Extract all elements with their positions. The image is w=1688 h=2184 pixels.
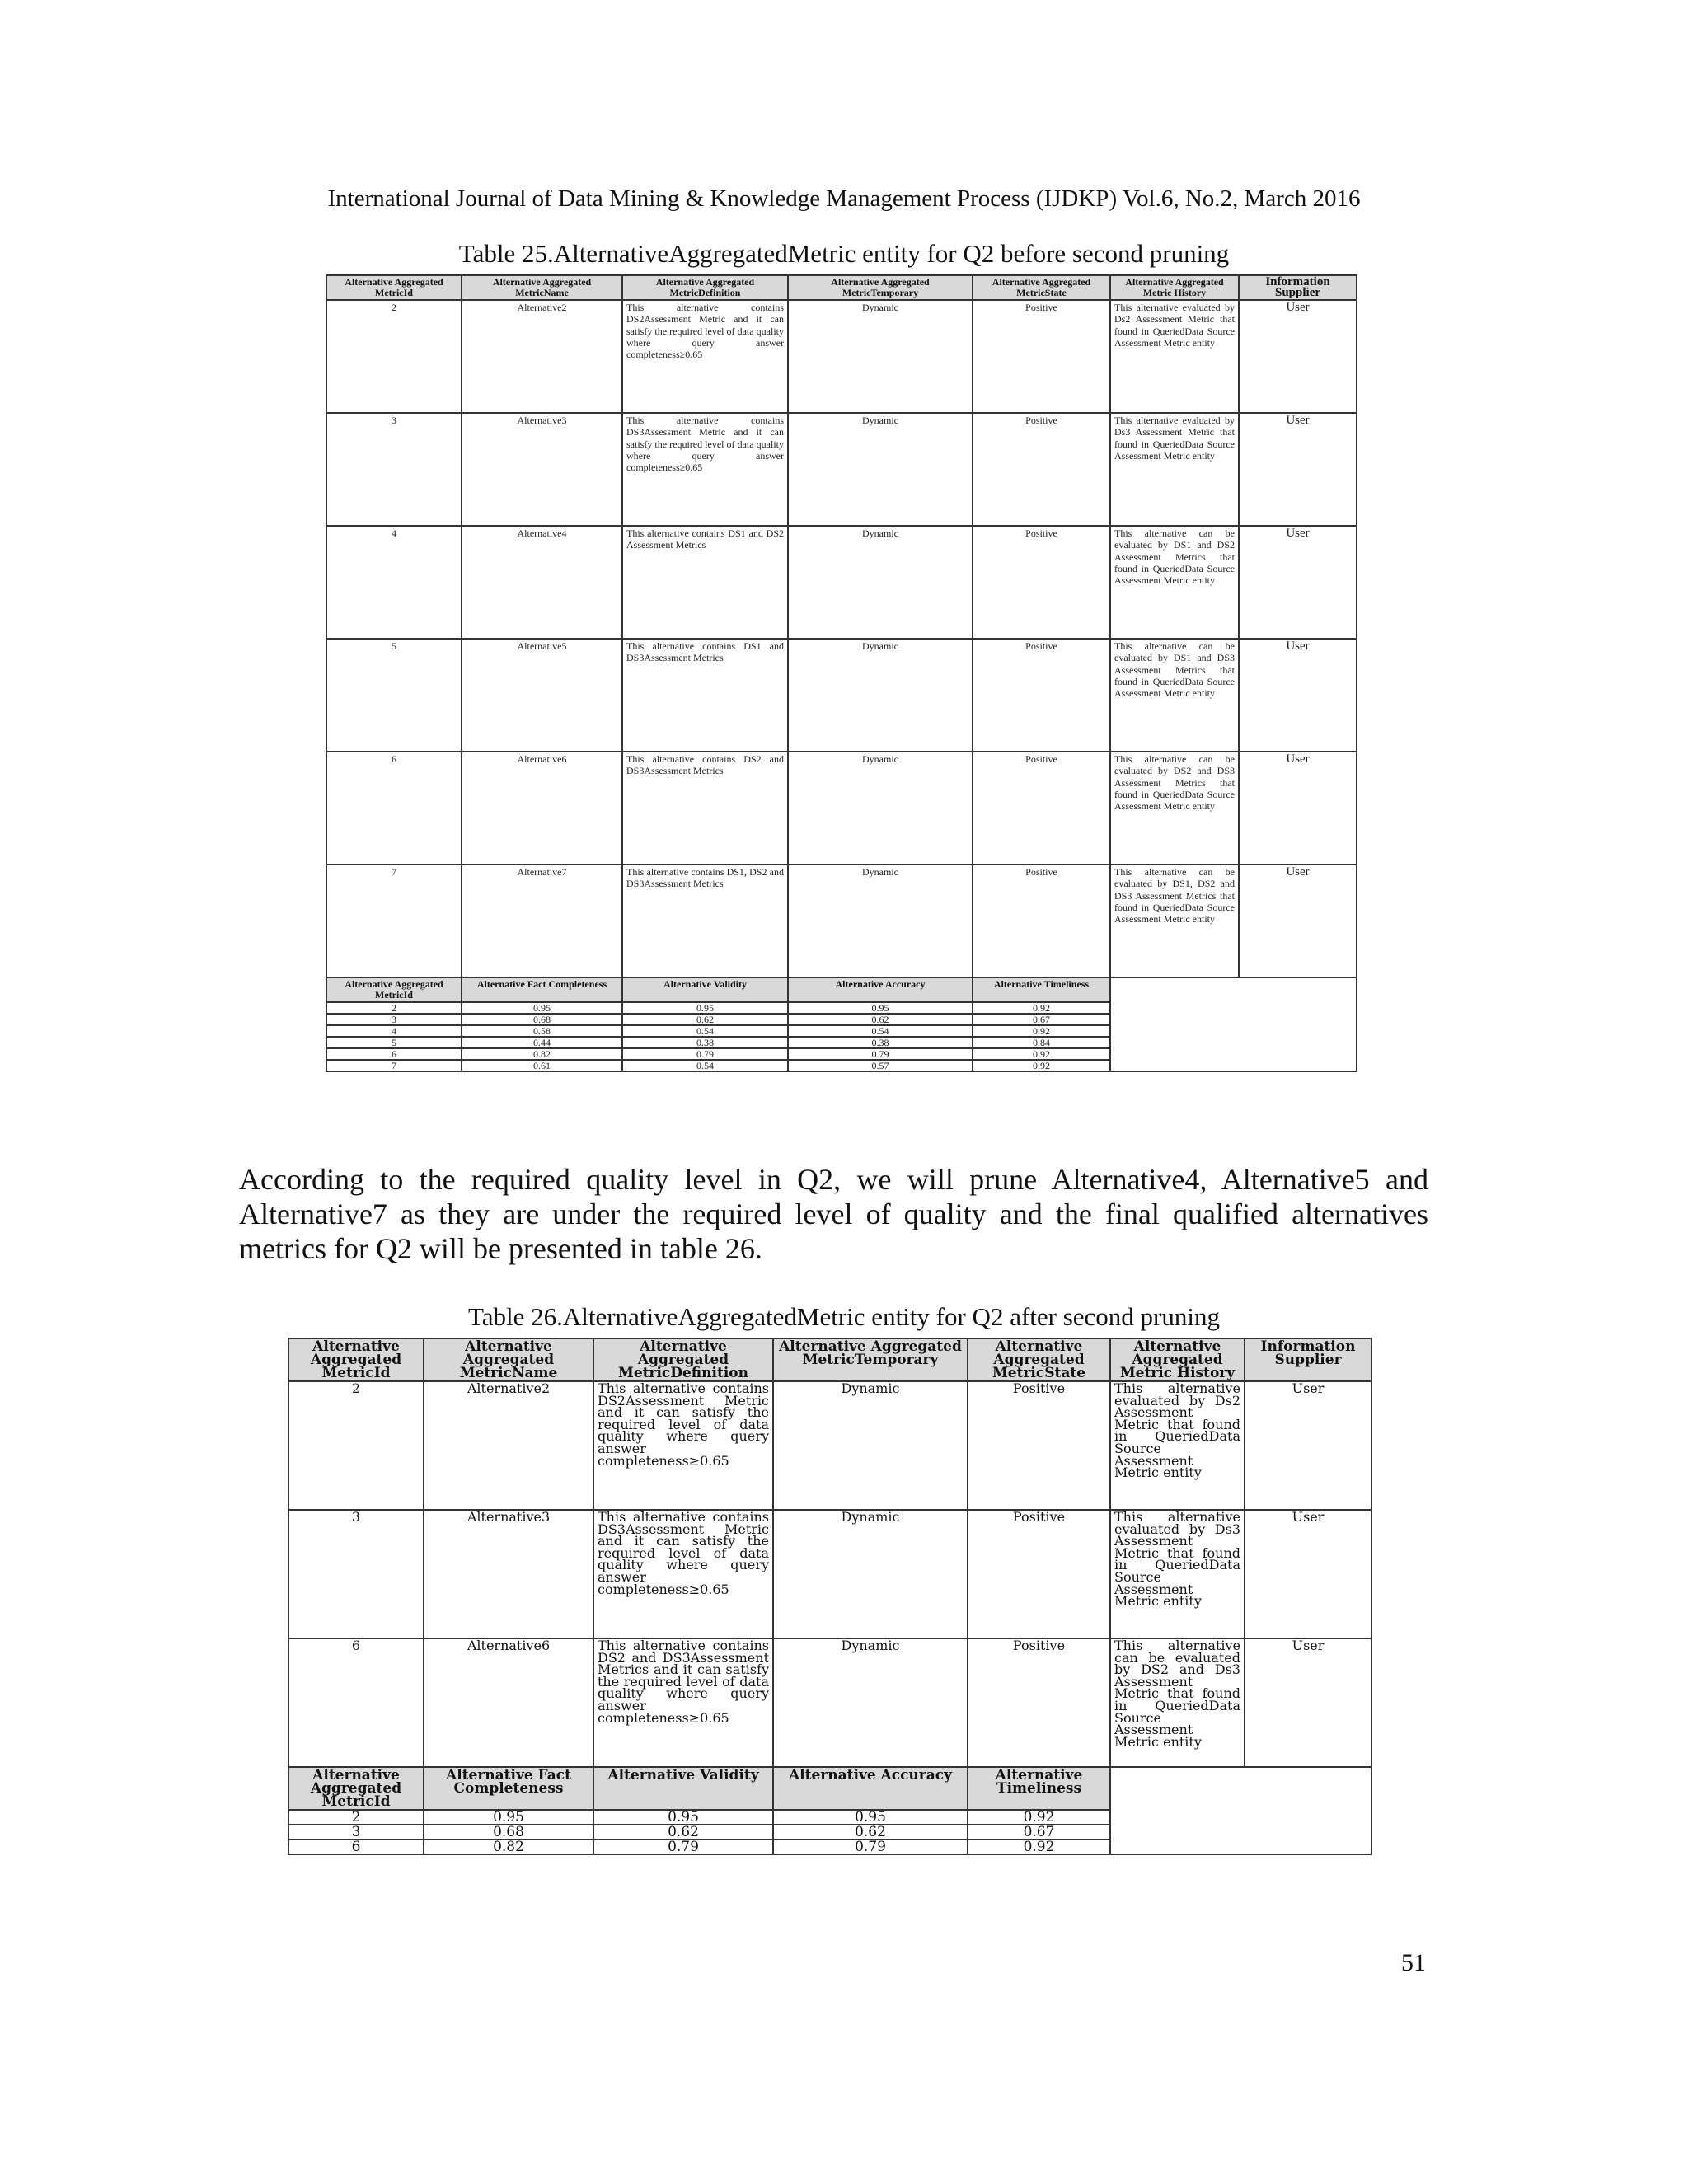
table-header-cell: Alternative Validity — [593, 1767, 773, 1810]
table-cell: Positive — [973, 300, 1110, 413]
table-cell: 6 — [326, 752, 462, 865]
table-cell: Positive — [968, 1381, 1110, 1510]
table-cell: Positive — [973, 526, 1110, 639]
table-cell: This alternative contains DS2Assessment Metric and it can satisfy the required level of data quality where query answer completeness≥0.65 — [593, 1381, 773, 1510]
body-paragraph: According to the required quality level in Q2, we will prune Alternative4, Alternative5 and Alternative7 as they are under the required level of quality and the final qualified alternatives metrics for Q2 will be presented in table 26. — [239, 1163, 1428, 1265]
table-row — [326, 639, 1357, 752]
table-cell: Positive — [973, 752, 1110, 865]
table-cell: This alternative can be evaluated by DS1 and DS2 Assessment Metrics that found in QueriedData Source Assessment Metric entity — [1110, 526, 1239, 639]
table-header-cell: Alternative Aggregated Metric History — [1110, 1338, 1245, 1381]
table-cell: Alternative7 — [462, 865, 622, 977]
table-row — [326, 865, 1357, 977]
table-25-caption: Table 25.AlternativeAggregatedMetric entity for Q2 before second pruning — [458, 239, 1230, 268]
table-header-cell: Alternative Aggregated MetricName — [462, 275, 622, 300]
table-cell: This alternative contains DS2Assessment Metric and it can satisfy the required level of data quality where query answer completeness≥0.65 — [622, 300, 788, 413]
table-cell: 0.84 — [973, 1037, 1110, 1048]
table-header-cell: Alternative Aggregated MetricDefinition — [622, 275, 788, 300]
table-cell: 0.92 — [968, 1840, 1110, 1854]
table-cell: This alternative evaluated by Ds2 Assessment Metric that found in QueriedData Source Assessment Metric entity — [1110, 300, 1239, 413]
table-cell: User — [1245, 1638, 1372, 1767]
table-26-caption: Table 26.AlternativeAggregatedMetric entity for Q2 after second pruning — [467, 1302, 1220, 1331]
table-header-cell: Alternative Aggregated MetricDefinition — [593, 1338, 773, 1381]
table-cell: Alternative3 — [462, 413, 622, 526]
table-header-cell: Alternative Timeliness — [968, 1767, 1110, 1810]
table-cell: 0.82 — [462, 1048, 622, 1060]
table-row — [288, 1510, 1372, 1638]
table-cell: Alternative5 — [462, 639, 622, 752]
table-cell: User — [1239, 639, 1357, 752]
table-cell: 0.95 — [788, 1002, 973, 1014]
table-cell: User — [1239, 752, 1357, 865]
table-cell: 5 — [326, 1037, 462, 1048]
table-cell: 6 — [288, 1638, 424, 1767]
table-cell: This alternative contains DS3Assessment Metric and it can satisfy the required level of data quality where query answer completeness≥0.65 — [593, 1510, 773, 1638]
table-cell: User — [1239, 526, 1357, 639]
table-cell: Alternative6 — [462, 752, 622, 865]
table-cell: 6 — [288, 1840, 424, 1854]
table-cell: Dynamic — [788, 752, 973, 865]
table-cell: 2 — [326, 300, 462, 413]
table-cell: Dynamic — [788, 526, 973, 639]
table-cell: 2 — [288, 1381, 424, 1510]
table-cell: Alternative3 — [424, 1510, 593, 1638]
table-header-cell: Alternative Aggregated MetricName — [424, 1338, 593, 1381]
table-cell: 0.95 — [424, 1810, 593, 1825]
table-header-cell: Information Supplier — [1245, 1338, 1372, 1381]
table-cell: This alternative contains DS3Assessment Metric and it can satisfy the required level of data quality where query answer completeness≥0.65 — [622, 413, 788, 526]
table-cell: 2 — [326, 1002, 462, 1014]
table-cell: This alternative contains DS1 and DS2 Assessment Metrics — [622, 526, 788, 639]
table-cell: User — [1239, 413, 1357, 526]
table-cell: 4 — [326, 1025, 462, 1037]
table-cell: Dynamic — [788, 413, 973, 526]
table-cell: Dynamic — [788, 300, 973, 413]
table-cell: This alternative evaluated by Ds3 Assessment Metric that found in QueriedData Source Assessment Metric entity — [1110, 1510, 1245, 1638]
table-cell: 0.54 — [788, 1025, 973, 1037]
table-header-cell: Alternative Timeliness — [973, 977, 1110, 1002]
table-cell: Positive — [973, 865, 1110, 977]
table-cell: User — [1245, 1381, 1372, 1510]
table-cell: 0.67 — [973, 1014, 1110, 1025]
table-cell: This alternative can be evaluated by DS1, DS2 and DS3 Assessment Metrics that found in QueriedData Source Assessment Metric entity — [1110, 865, 1239, 977]
table-cell: 3 — [288, 1825, 424, 1840]
table-cell: 0.44 — [462, 1037, 622, 1048]
table-cell: 0.68 — [424, 1825, 593, 1840]
table-25 — [326, 274, 1357, 1072]
table-cell: This alternative contains DS2 and DS3Assessment Metrics and it can satisfy the required level of data quality where query answer completeness≥0.65 — [593, 1638, 773, 1767]
table-cell: 7 — [326, 1060, 462, 1071]
table-header-cell: Alternative Aggregated MetricTemporary — [788, 275, 973, 300]
table-cell: 0.79 — [773, 1840, 968, 1854]
table-cell: 3 — [288, 1510, 424, 1638]
table-cell: This alternative contains DS1, DS2 and DS3Assessment Metrics — [622, 865, 788, 977]
table-cell: Positive — [973, 639, 1110, 752]
table-cell: 0.54 — [622, 1025, 788, 1037]
table-25-header-row — [326, 275, 1357, 300]
table-cell: 0.95 — [622, 1002, 788, 1014]
table-header-cell: Alternative Accuracy — [788, 977, 973, 1002]
table-header-cell: Alternative Aggregated MetricId — [288, 1767, 424, 1810]
table-cell: 5 — [326, 639, 462, 752]
table-cell: 3 — [326, 413, 462, 526]
table-cell: 0.79 — [788, 1048, 973, 1060]
table-cell: 0.67 — [968, 1825, 1110, 1840]
table-header-cell: Alternative Aggregated Metric History — [1110, 275, 1239, 300]
table-cell: 0.79 — [593, 1840, 773, 1854]
table-cell: Dynamic — [788, 639, 973, 752]
table-cell: 0.38 — [788, 1037, 973, 1048]
table-header-cell: Information Supplier — [1239, 275, 1357, 300]
table-cell: 0.38 — [622, 1037, 788, 1048]
table-cell: This alternative evaluated by Ds2 Assessment Metric that found in QueriedData Source Assessment Metric entity — [1110, 1381, 1245, 1510]
table-cell: Dynamic — [773, 1381, 968, 1510]
table-cell: Dynamic — [788, 865, 973, 977]
table-header-cell: Alternative Accuracy — [773, 1767, 968, 1810]
table-header-cell: Alternative Aggregated MetricState — [968, 1338, 1110, 1381]
table-cell: 0.95 — [462, 1002, 622, 1014]
table-cell: This alternative contains DS1 and DS3Assessment Metrics — [622, 639, 788, 752]
table-cell: 0.57 — [788, 1060, 973, 1071]
table-row — [326, 300, 1357, 413]
table-cell: 0.92 — [973, 1048, 1110, 1060]
table-header-cell: Alternative Fact Completeness — [462, 977, 622, 1002]
table-cell: 0.62 — [788, 1014, 973, 1025]
table-cell: 0.58 — [462, 1025, 622, 1037]
table-header-cell: Alternative Aggregated MetricId — [326, 977, 462, 1002]
table-cell: 0.82 — [424, 1840, 593, 1854]
table-row — [326, 526, 1357, 639]
running-header: International Journal of Data Mining & Knowledge Management Process (IJDKP) Vol.6, No.2, March 2016 — [327, 185, 1361, 212]
empty-cell — [1110, 977, 1357, 1071]
table-header-cell: Alternative Aggregated MetricId — [288, 1338, 424, 1381]
table-26-metric-header-row — [288, 1767, 1372, 1810]
table-cell: Alternative2 — [424, 1381, 593, 1510]
table-cell: 2 — [288, 1810, 424, 1825]
table-cell: This alternative can be evaluated by DS2 and DS3 Assessment Metrics that found in QueriedData Source Assessment Metric entity — [1110, 752, 1239, 865]
empty-cell — [1110, 1767, 1372, 1854]
table-cell: Alternative2 — [462, 300, 622, 413]
table-cell: Positive — [968, 1510, 1110, 1638]
table-cell: 0.95 — [773, 1810, 968, 1825]
table-cell: User — [1239, 300, 1357, 413]
table-header-cell: Alternative Aggregated MetricTemporary — [773, 1338, 968, 1381]
table-cell: 0.79 — [622, 1048, 788, 1060]
table-cell: 0.92 — [973, 1002, 1110, 1014]
table-cell: User — [1239, 865, 1357, 977]
table-26-header-row — [288, 1338, 1372, 1381]
table-cell: 4 — [326, 526, 462, 639]
table-cell: Dynamic — [773, 1510, 968, 1638]
table-cell: Positive — [973, 413, 1110, 526]
table-25-metric-header-row — [326, 977, 1357, 1002]
table-cell: 0.62 — [773, 1825, 968, 1840]
table-cell: 0.54 — [622, 1060, 788, 1071]
table-cell: 0.92 — [973, 1060, 1110, 1071]
table-row — [326, 752, 1357, 865]
table-cell: 6 — [326, 1048, 462, 1060]
table-cell: Positive — [968, 1638, 1110, 1767]
table-cell: 0.62 — [593, 1825, 773, 1840]
table-cell: 0.62 — [622, 1014, 788, 1025]
table-row — [288, 1638, 1372, 1767]
table-26 — [288, 1338, 1372, 1855]
table-cell: User — [1245, 1510, 1372, 1638]
table-cell: 7 — [326, 865, 462, 977]
table-header-cell: Alternative Validity — [622, 977, 788, 1002]
table-cell: 0.68 — [462, 1014, 622, 1025]
table-cell: This alternative contains DS2 and DS3Assessment Metrics — [622, 752, 788, 865]
table-cell: 3 — [326, 1014, 462, 1025]
table-cell: This alternative evaluated by Ds3 Assessment Metric that found in QueriedData Source Assessment Metric entity — [1110, 413, 1239, 526]
table-header-cell: Alternative Aggregated MetricId — [326, 275, 462, 300]
table-row — [326, 413, 1357, 526]
table-cell: 0.61 — [462, 1060, 622, 1071]
table-cell: Alternative6 — [424, 1638, 593, 1767]
table-header-cell: Alternative Fact Completeness — [424, 1767, 593, 1810]
table-cell: Alternative4 — [462, 526, 622, 639]
table-cell: This alternative can be evaluated by DS1 and DS3 Assessment Metrics that found in QueriedData Source Assessment Metric entity — [1110, 639, 1239, 752]
page-number: 51 — [1401, 1949, 1426, 1976]
table-cell: This alternative can be evaluated by DS2 and Ds3 Assessment Metric that found in QueriedData Source Assessment Metric entity — [1110, 1638, 1245, 1767]
table-cell: 0.92 — [973, 1025, 1110, 1037]
table-row — [288, 1381, 1372, 1510]
table-cell: 0.95 — [593, 1810, 773, 1825]
table-header-cell: Alternative Aggregated MetricState — [973, 275, 1110, 300]
table-cell: Dynamic — [773, 1638, 968, 1767]
table-cell: 0.92 — [968, 1810, 1110, 1825]
